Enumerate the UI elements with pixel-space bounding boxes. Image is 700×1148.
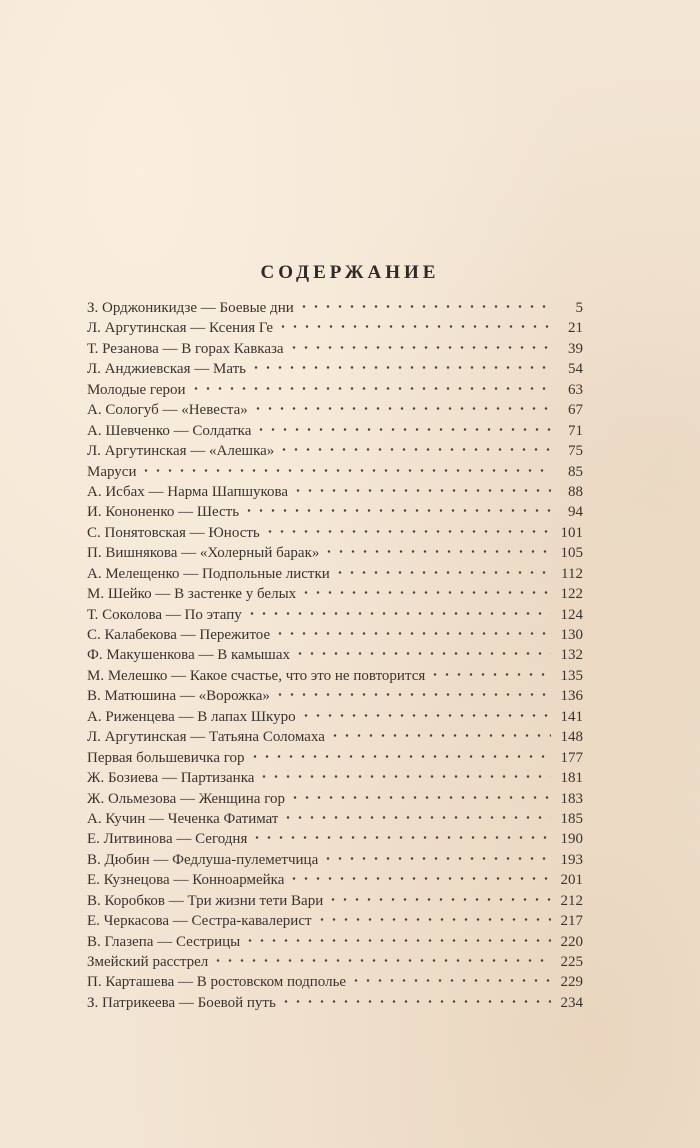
toc-entry-page-number: 85 (568, 463, 583, 480)
dot-leader (274, 685, 551, 700)
dot-leader (429, 665, 551, 680)
toc-entry-page-number: 183 (560, 790, 583, 807)
toc-entry-page-number: 130 (560, 627, 583, 643)
toc-entry (87, 481, 583, 501)
dot-leader (282, 808, 551, 823)
toc-entry-title: В. Дюбин — Федлуша-пулеметчица (87, 851, 319, 868)
toc-entry-title: Е. Черкасова — Сестра-кавалерист (87, 913, 312, 930)
toc-entry-page-number: 122 (560, 586, 583, 603)
toc-entry-title: Маруси (87, 463, 137, 480)
toc-entry (87, 338, 583, 358)
toc-entry-title: С. Калабекова — Пережитое (87, 627, 271, 643)
dot-leader (255, 420, 551, 435)
dot-leader (329, 726, 551, 741)
toc-entry-page-number: 5 (575, 300, 583, 316)
toc-entry-title: П. Вишнякова — «Холерный барак» (87, 545, 320, 562)
toc-entry (87, 563, 583, 583)
toc-entry-page-number: 101 (560, 524, 583, 541)
toc-entry (87, 420, 583, 440)
toc-entry-title: М. Мелешко — Какое счастье, что это не повторится (87, 667, 426, 684)
toc-entry-title: И. Кононенко — Шесть (87, 504, 240, 521)
dot-leader (289, 788, 551, 803)
toc-entry-title: Ж. Ольмезова — Женщина гор (87, 790, 285, 807)
dot-leader (350, 971, 551, 986)
dot-leader (298, 297, 551, 312)
toc-entry-title: С. Понятовская — Юность (87, 524, 260, 541)
toc-entry (87, 828, 583, 848)
toc-entry-title: В. Глазепа — Сестрицы (87, 933, 241, 950)
toc-entry-title: М. Шейко — В застенке у белых (87, 586, 297, 603)
dot-leader (288, 869, 551, 884)
dot-leader (278, 440, 551, 455)
dot-leader (243, 501, 551, 516)
dot-leader (274, 624, 551, 639)
toc-entry (87, 726, 583, 746)
toc-list (87, 297, 583, 1012)
toc-entry-title: А. Сологуб — «Невеста» (87, 402, 248, 419)
toc-entry (87, 992, 583, 1012)
toc-entry (87, 869, 583, 889)
dot-leader (251, 828, 551, 843)
toc-entry-page-number: 54 (568, 361, 583, 378)
toc-entry (87, 604, 583, 624)
toc-entry-title: Е. Кузнецова — Конноармейка (87, 872, 285, 889)
toc-entry-title: Л. Аргутинская — Ксения Ге (87, 320, 274, 337)
toc-entry (87, 747, 583, 767)
toc-entry (87, 461, 583, 481)
dot-leader (277, 317, 551, 332)
toc-entry (87, 297, 583, 317)
toc-entry-title: В. Коробков — Три жизни тети Вари (87, 892, 324, 909)
toc-entry-title: А. Риженцева — В лапах Шкуро (87, 708, 296, 725)
dot-leader (334, 563, 551, 578)
toc-entry-page-number: 136 (560, 688, 583, 705)
toc-entry-page-number: 201 (560, 872, 583, 889)
dot-leader (288, 338, 551, 353)
toc-entry-page-number: 135 (560, 667, 583, 684)
toc-entry (87, 665, 583, 685)
toc-entry (87, 583, 583, 603)
dot-leader (294, 644, 551, 659)
toc-entry-page-number: 63 (568, 381, 583, 398)
toc-entry (87, 971, 583, 991)
dot-leader (322, 849, 551, 864)
toc-entry-page-number: 88 (568, 483, 583, 500)
toc-entry-page-number: 190 (560, 831, 583, 848)
toc-entry (87, 440, 583, 460)
toc-entry (87, 767, 583, 787)
toc-entry (87, 706, 583, 726)
toc-entry-page-number: 75 (568, 443, 583, 460)
dot-leader (244, 931, 551, 946)
toc-entry (87, 379, 583, 399)
dot-leader (212, 951, 551, 966)
toc-entry-page-number: 217 (560, 913, 583, 930)
toc-entry-page-number: 212 (560, 892, 583, 909)
toc-entry-page-number: 181 (560, 770, 583, 787)
toc-entry-title: Т. Резанова — В горах Кавказа (87, 340, 284, 357)
dot-leader (258, 767, 551, 782)
toc-entry-title: Т. Соколова — По этапу (87, 606, 242, 623)
dot-leader (246, 604, 551, 619)
toc-entry-title: Л. Анджиевская — Мать (87, 361, 246, 378)
toc-entry-page-number: 21 (568, 320, 583, 337)
dot-leader (327, 890, 551, 905)
dot-leader (292, 481, 551, 496)
toc-entry (87, 358, 583, 378)
toc-entry-page-number: 71 (568, 422, 583, 439)
toc-entry (87, 910, 583, 930)
toc-entry-title: Л. Аргутинская — «Алешка» (87, 443, 275, 460)
toc-entry-title: А. Шевченко — Солдатка (87, 422, 252, 439)
toc-entry-page-number: 105 (560, 545, 583, 562)
dot-leader (264, 522, 551, 537)
toc-entry (87, 685, 583, 705)
toc-entry-title: А. Исбах — Нарма Шапшукова (87, 483, 289, 500)
toc-entry (87, 788, 583, 808)
toc-entry-title: З. Патрикеева — Боевой путь (87, 994, 276, 1011)
toc-entry (87, 624, 583, 644)
toc-entry-title: А. Мелещенко — Подпольные листки (87, 565, 330, 582)
toc-entry (87, 644, 583, 664)
toc-entry-page-number: 141 (560, 708, 583, 725)
toc-entry (87, 890, 583, 910)
dot-leader (190, 379, 551, 394)
toc-entry (87, 808, 583, 828)
toc-entry (87, 501, 583, 521)
toc-entry-title: Змейский расстрел (87, 954, 209, 970)
toc-entry-page-number: 124 (560, 606, 583, 623)
toc-entry-page-number: 67 (568, 402, 583, 419)
dot-leader (300, 706, 551, 721)
dot-leader (323, 542, 551, 557)
toc-entry-title: Е. Литвинова — Сегодня (87, 831, 248, 848)
toc-entry-page-number: 234 (560, 994, 583, 1011)
toc-entry (87, 399, 583, 419)
toc-entry-page-number: 39 (568, 340, 583, 357)
toc-entry-page-number: 132 (560, 647, 583, 664)
toc-entry-title: Ж. Бозиева — Партизанка (87, 770, 255, 787)
toc-entry (87, 542, 583, 562)
dot-leader (300, 583, 551, 598)
dot-leader (250, 358, 551, 373)
toc-entry (87, 931, 583, 951)
toc-entry (87, 951, 583, 971)
toc-entry-title: А. Кучин — Чеченка Фатимат (87, 810, 279, 827)
dot-leader (252, 399, 551, 414)
toc-entry-page-number: 148 (560, 729, 583, 746)
toc-entry-page-number: 177 (560, 749, 583, 766)
toc-entry-title: Молодые герои (87, 381, 186, 398)
toc-entry-title: З. Орджоникидзе — Боевые дни (87, 300, 294, 316)
toc-entry (87, 849, 583, 869)
toc-entry-page-number: 185 (560, 810, 583, 827)
toc-entry (87, 522, 583, 542)
dot-leader (316, 910, 551, 925)
toc-entry-title: Первая большевичка гор (87, 749, 245, 766)
toc-entry-page-number: 193 (560, 851, 583, 868)
dot-leader (140, 461, 551, 476)
toc-entry-page-number: 229 (560, 974, 583, 991)
toc-entry (87, 317, 583, 337)
toc-entry-page-number: 220 (560, 933, 583, 950)
toc-entry-page-number: 112 (561, 565, 583, 582)
toc-entry-title: П. Карташева — В ростовском подполье (87, 974, 347, 991)
toc-entry-title: Л. Аргутинская — Татьяна Соломаха (87, 729, 325, 746)
toc-entry-title: В. Матюшина — «Ворожка» (87, 688, 270, 705)
toc-title: СОДЕРЖАНИЕ (260, 262, 440, 283)
toc-entry-page-number: 225 (560, 954, 583, 970)
dot-leader (280, 992, 551, 1007)
dot-leader (249, 747, 551, 762)
toc-entry-title: Ф. Макушенкова — В камышах (87, 647, 290, 664)
toc-entry-page-number: 94 (568, 504, 583, 521)
